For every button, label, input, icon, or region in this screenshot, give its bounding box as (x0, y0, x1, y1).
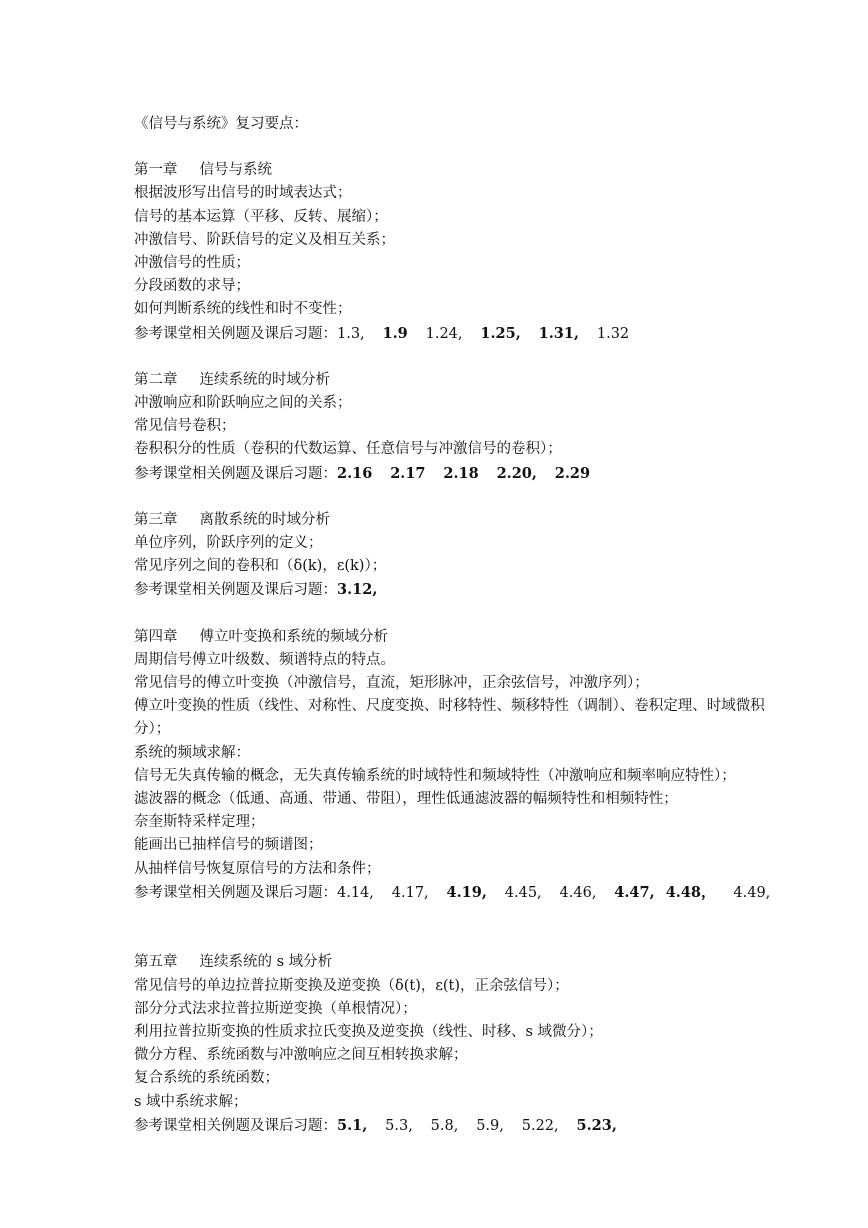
exercise-references (134, 578, 774, 602)
chapter-section (134, 951, 774, 1138)
chapter-number: 第四章 (134, 628, 178, 645)
exercise-references-label: 参考课堂相关例题及课后习题： (134, 1117, 337, 1134)
review-point: 能画出已抽样信号的频谱图； (134, 837, 323, 854)
exercise-number: 4.17, (391, 884, 429, 901)
chapter-heading (134, 369, 774, 392)
chapter-section (134, 159, 774, 346)
review-point: 冲激响应和阶跃响应之间的关系； (134, 395, 352, 412)
review-point: 部分分式法求拉普拉斯逆变换（单根情况）； (134, 1000, 417, 1017)
review-point: 信号的基本运算（平移、反转、展缩）； (134, 208, 388, 225)
exercise-number: 1.24, (425, 325, 463, 342)
chapter-heading (134, 509, 774, 532)
chapter-section (134, 509, 774, 603)
exercise-number: 2.16 (337, 464, 373, 482)
exercise-number: 4.47, 4.48， (614, 883, 716, 901)
review-point: 奈奎斯特采样定理； (134, 814, 265, 831)
exercise-number: 1.3, (337, 325, 365, 342)
review-point: 常见信号的傅立叶变换（冲激信号，直流，矩形脉冲，正余弦信号，冲激序列）； (134, 675, 649, 692)
review-point: 分段函数的求导； (134, 278, 250, 295)
exercise-number: 4.45, (504, 884, 542, 901)
review-point: 常见序列之间的卷积和（δ(k)，ε(k)）； (134, 558, 387, 575)
exercise-number: 2.18 (443, 464, 479, 482)
review-point: 滤波器的概念（低通、高通、带通、带阻），理性低通滤波器的幅频特性和相频特性； (134, 791, 678, 808)
exercise-references (134, 881, 774, 928)
review-point: 周期信号傅立叶级数、频谱特点的特点。 (134, 651, 395, 668)
review-point: 微分方程、系统函数与冲激响应之间互相转换求解； (134, 1047, 468, 1064)
chapter-number: 第五章 (134, 954, 178, 971)
chapter-section (134, 369, 774, 486)
exercise-number: 1.9 (382, 324, 408, 342)
chapter-list (134, 159, 774, 1138)
exercise-number: 2.29 (554, 464, 591, 482)
exercise-references (134, 322, 774, 346)
review-point: 信号无失真传输的概念，无失真传输系统的时域特性和频域特性（冲激响应和频率响应特性）； (134, 767, 736, 784)
exercise-references (134, 1114, 774, 1138)
exercise-number: 1.31, (538, 324, 579, 342)
exercise-references-label: 参考课堂相关例题及课后习题： (134, 884, 337, 901)
review-point: 卷积积分的性质（卷积的代数运算、任意信号与冲激信号的卷积）； (134, 441, 562, 458)
review-point: 复合系统的系统函数； (134, 1070, 279, 1087)
review-point: 常见信号的单边拉普拉斯变换及逆变换（δ(t)，ε(t)，正余弦信号）； (134, 977, 569, 994)
exercise-number: 1.25, (480, 324, 521, 342)
exercise-number: 2.20, (496, 464, 537, 482)
exercise-references (134, 462, 774, 486)
exercise-number: 3.12, (337, 581, 378, 599)
chapter-section (134, 626, 774, 929)
exercise-number: 5.22, (521, 1117, 559, 1134)
review-point: 系统的频域求解： (134, 744, 250, 761)
chapter-name: 离散系统的时域分析 (199, 511, 330, 528)
exercise-number: 1.32 (596, 325, 630, 342)
chapter-number: 第一章 (134, 162, 178, 179)
chapter-name: 连续系统的时域分析 (199, 371, 330, 388)
exercise-number: 2.17 (390, 464, 426, 482)
document-body (134, 113, 774, 1138)
review-point: 常见信号卷积； (134, 418, 236, 435)
chapter-heading (134, 951, 774, 974)
chapter-name: 连续系统的 s 域分析 (199, 954, 333, 971)
chapter-heading (134, 626, 774, 649)
exercise-references-label: 参考课堂相关例题及课后习题： (134, 465, 337, 482)
exercise-references-label: 参考课堂相关例题及课后习题： (134, 582, 337, 599)
review-point: 单位序列，阶跃序列的定义； (134, 535, 323, 552)
exercise-number: 5.1, (337, 1116, 368, 1134)
exercise-number: 4.14, (337, 884, 374, 901)
exercise-number: 5.9, (476, 1117, 504, 1134)
review-point: 从抽样信号恢复原信号的方法和条件； (134, 860, 381, 877)
chapter-number: 第二章 (134, 371, 178, 388)
exercise-number: 5.8, (430, 1117, 459, 1134)
review-point: 冲激信号、阶跃信号的定义及相互关系； (134, 231, 395, 248)
chapter-name: 傅立叶变换和系统的频域分析 (199, 628, 388, 645)
review-point: 利用拉普拉斯变换的性质求拉氏变换及逆变换（线性、时移、s 域微分）； (134, 1023, 603, 1040)
exercise-number: 4.49, (733, 884, 771, 901)
review-point: 根据波形写出信号的时域表达式； (134, 185, 352, 202)
document-title: 《信号与系统》复习要点： (134, 116, 308, 132)
review-point: 傅立叶变换的性质（线性、对称性、尺度变换、时移特性、频移特性（调制）、卷积定理、时域微积分）； (134, 698, 765, 738)
exercise-number: 5.3, (385, 1117, 413, 1134)
chapter-heading (134, 159, 774, 182)
exercise-references-label: 参考课堂相关例题及课后习题： (134, 325, 337, 342)
chapter-number: 第三章 (134, 511, 178, 528)
chapter-name: 信号与系统 (199, 162, 272, 179)
exercise-number: 5.23, (576, 1116, 617, 1134)
review-point: 冲激信号的性质； (134, 255, 250, 272)
exercise-number: 4.46, (559, 884, 597, 901)
exercise-number: 4.19, (446, 883, 487, 901)
review-point: 如何判断系统的线性和时不变性； (134, 301, 352, 318)
review-point: s 域中系统求解； (134, 1093, 248, 1110)
